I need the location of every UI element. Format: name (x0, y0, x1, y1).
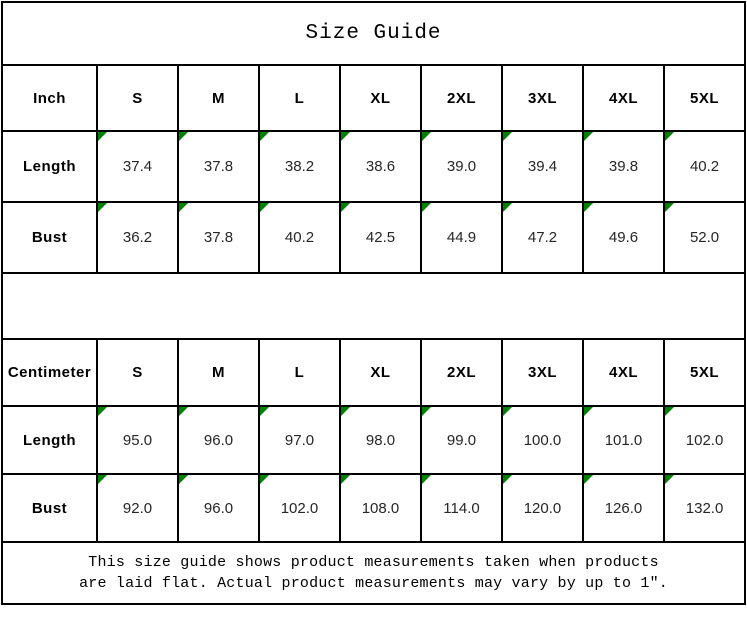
corner-marker-icon (341, 132, 350, 141)
measurement-cell (259, 202, 340, 273)
corner-marker-icon (179, 132, 188, 141)
measurement-cell (421, 202, 502, 273)
measurement-cell (583, 474, 664, 542)
measurement-cell (502, 202, 583, 273)
measurement-value: 37.4 (122, 158, 153, 175)
corner-marker-icon (665, 475, 674, 484)
title-row (2, 2, 745, 65)
measurement-cell (178, 131, 259, 202)
corner-marker-icon (584, 132, 593, 141)
measurement-value: 40.2 (284, 229, 315, 246)
measurement-cell (97, 406, 178, 474)
measurement-cell (583, 406, 664, 474)
measurement-cell (664, 131, 745, 202)
corner-marker-icon (98, 203, 107, 212)
measurement-cell (259, 131, 340, 202)
corner-marker-icon (98, 132, 107, 141)
unit-header-centimeter: Centimeter (2, 339, 97, 406)
measurement-cell (178, 202, 259, 273)
unit-header-inch: Inch (2, 65, 97, 131)
measurement-cell (421, 406, 502, 474)
measurement-value: 40.2 (689, 158, 720, 175)
measurement-value: 42.5 (365, 229, 396, 246)
centimeter-length-row (2, 406, 745, 474)
corner-marker-icon (503, 407, 512, 416)
size-header-2xl: 2XL (421, 339, 502, 406)
corner-marker-icon (584, 475, 593, 484)
page-title: Size Guide (2, 2, 745, 65)
measurement-value: 99.0 (446, 431, 477, 449)
measurement-value: 39.8 (608, 158, 639, 175)
size-header-s: S (97, 339, 178, 406)
size-header-l: L (259, 65, 340, 131)
spacer-cell (2, 273, 745, 339)
row-label-bust: Bust (2, 202, 97, 273)
measurement-value: 100.0 (523, 431, 562, 449)
measurement-cell (502, 474, 583, 542)
corner-marker-icon (98, 407, 107, 416)
inch-length-row (2, 131, 745, 202)
size-guide-table (1, 1, 746, 605)
measurement-value: 101.0 (604, 431, 643, 449)
corner-marker-icon (260, 203, 269, 212)
measurement-cell (583, 131, 664, 202)
size-header-s: S (97, 65, 178, 131)
measurement-value: 37.8 (203, 229, 234, 246)
measurement-value: 52.0 (689, 229, 720, 246)
footer-row (2, 542, 745, 604)
corner-marker-icon (341, 407, 350, 416)
measurement-value: 47.2 (527, 229, 558, 246)
measurement-cell (583, 202, 664, 273)
size-header-3xl: 3XL (502, 339, 583, 406)
corner-marker-icon (341, 475, 350, 484)
corner-marker-icon (503, 475, 512, 484)
corner-marker-icon (422, 203, 431, 212)
measurement-cell (340, 131, 421, 202)
size-header-l: L (259, 339, 340, 406)
centimeter-header-row (2, 339, 745, 406)
size-header-4xl: 4XL (583, 65, 664, 131)
size-header-m: M (178, 339, 259, 406)
measurement-cell (421, 474, 502, 542)
corner-marker-icon (260, 407, 269, 416)
inch-header-row (2, 65, 745, 131)
measurement-value: 120.0 (523, 499, 562, 517)
measurement-value: 95.0 (122, 431, 153, 449)
measurement-cell (178, 474, 259, 542)
corner-marker-icon (665, 132, 674, 141)
measurement-value: 108.0 (361, 499, 400, 517)
corner-marker-icon (584, 407, 593, 416)
size-header-2xl: 2XL (421, 65, 502, 131)
measurement-value: 37.8 (203, 158, 234, 175)
measurement-value: 39.4 (527, 158, 558, 175)
footer-note (2, 542, 745, 604)
spacer-row (2, 273, 745, 339)
corner-marker-icon (179, 203, 188, 212)
corner-marker-icon (665, 407, 674, 416)
corner-marker-icon (260, 132, 269, 141)
corner-marker-icon (503, 203, 512, 212)
measurement-cell (178, 406, 259, 474)
measurement-value: 92.0 (122, 499, 153, 517)
measurement-cell (502, 131, 583, 202)
row-label-bust: Bust (2, 474, 97, 542)
measurement-value: 114.0 (443, 499, 480, 517)
measurement-value: 96.0 (203, 499, 234, 517)
inch-bust-row (2, 202, 745, 273)
corner-marker-icon (179, 475, 188, 484)
measurement-cell (340, 474, 421, 542)
size-header-5xl: 5XL (664, 339, 745, 406)
footer-note-line2: are laid flat. Actual product measurements may vary by up to 1″. (79, 575, 668, 592)
measurement-value: 97.0 (284, 431, 315, 449)
size-header-4xl: 4XL (583, 339, 664, 406)
measurement-value: 44.9 (446, 229, 477, 246)
measurement-value: 39.0 (446, 158, 477, 175)
measurement-cell (502, 406, 583, 474)
size-header-xl: XL (340, 339, 421, 406)
measurement-value: 49.6 (608, 229, 639, 246)
measurement-cell (664, 406, 745, 474)
size-guide-sheet (0, 1, 747, 623)
measurement-cell (97, 474, 178, 542)
measurement-value: 38.2 (284, 158, 315, 175)
measurement-cell (340, 406, 421, 474)
measurement-cell (664, 202, 745, 273)
centimeter-bust-row (2, 474, 745, 542)
measurement-cell (259, 474, 340, 542)
corner-marker-icon (422, 475, 431, 484)
corner-marker-icon (260, 475, 269, 484)
corner-marker-icon (584, 203, 593, 212)
measurement-cell (97, 202, 178, 273)
size-header-3xl: 3XL (502, 65, 583, 131)
size-header-5xl: 5XL (664, 65, 745, 131)
measurement-cell (340, 202, 421, 273)
row-label-length: Length (2, 406, 97, 474)
measurement-cell (664, 474, 745, 542)
measurement-value: 132.0 (685, 499, 724, 517)
corner-marker-icon (422, 407, 431, 416)
measurement-value: 102.0 (280, 499, 319, 517)
corner-marker-icon (179, 407, 188, 416)
measurement-cell (259, 406, 340, 474)
corner-marker-icon (98, 475, 107, 484)
corner-marker-icon (665, 203, 674, 212)
measurement-cell (421, 131, 502, 202)
footer-note-line1: This size guide shows product measurements taken when products (88, 554, 659, 571)
corner-marker-icon (422, 132, 431, 141)
measurement-value: 126.0 (604, 499, 643, 517)
measurement-value: 96.0 (203, 431, 234, 449)
measurement-value: 98.0 (365, 431, 396, 449)
corner-marker-icon (341, 203, 350, 212)
size-header-m: M (178, 65, 259, 131)
row-label-length: Length (2, 131, 97, 202)
size-header-xl: XL (340, 65, 421, 131)
corner-marker-icon (503, 132, 512, 141)
measurement-value: 102.0 (685, 431, 724, 449)
measurement-value: 36.2 (122, 229, 153, 246)
measurement-cell (97, 131, 178, 202)
measurement-value: 38.6 (365, 158, 396, 175)
